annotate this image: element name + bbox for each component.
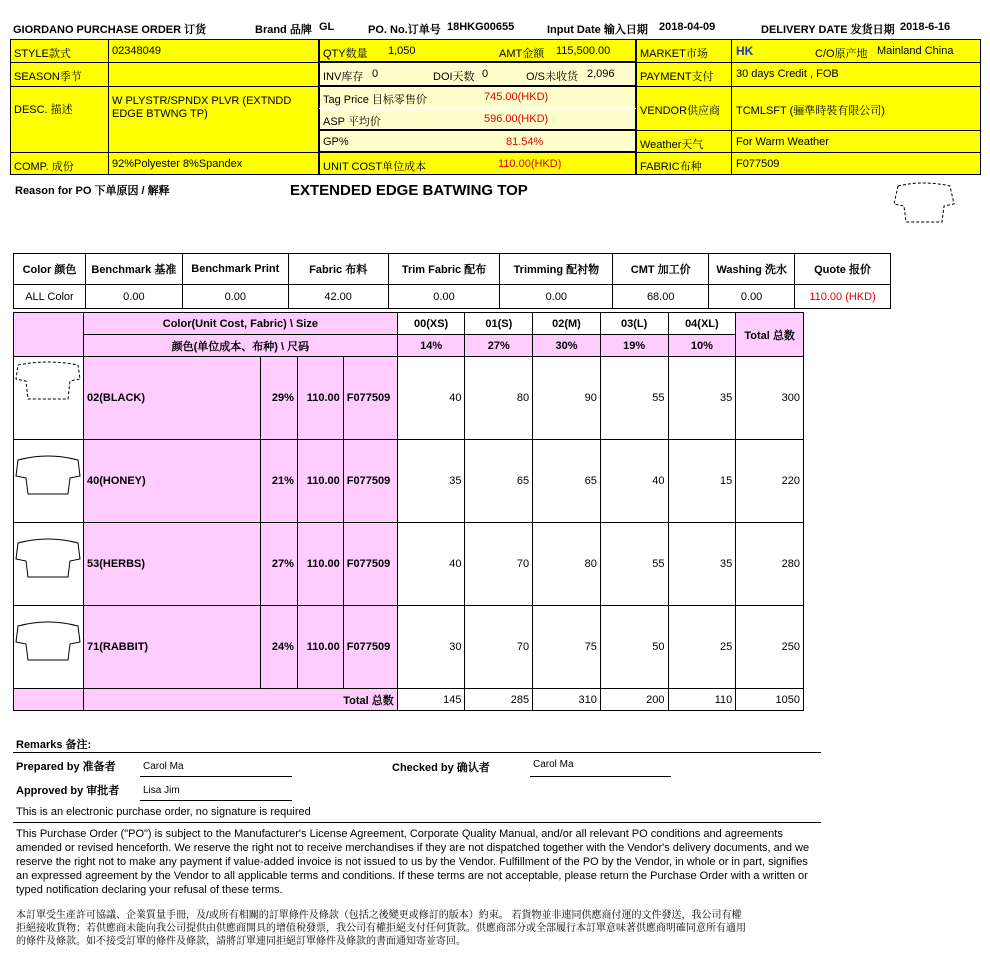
approved-by-label: Approved by 审批者 xyxy=(16,785,120,797)
qty-cell: 55 xyxy=(600,523,668,606)
qty-cell: 50 xyxy=(600,606,668,689)
garment-sketch-icon xyxy=(892,178,956,226)
electronic-note: This is an electronic purchase order, no signature is required xyxy=(16,806,311,818)
size-matrix-table xyxy=(13,312,804,711)
size-total: 285 xyxy=(465,689,533,711)
market-label: MARKET市场 xyxy=(640,48,708,60)
terms-line: 拒絕接收貨物；若供應商未能向我公司提供由供應商開具的增值稅發票，我公司有權拒絕支付任何貨款。供應商部分或全部履行本訂單意味著供應商明確同意所有適用 xyxy=(16,923,746,934)
cost-header: Fabric 布料 xyxy=(288,254,388,285)
remarks-label: Remarks 备注: xyxy=(16,739,92,751)
qty-cell: 35 xyxy=(668,523,736,606)
origin-value: Mainland China xyxy=(877,45,954,57)
terms-english xyxy=(16,827,821,897)
cost-cell: 0.00 xyxy=(709,285,795,309)
cost-cell: 0.00 xyxy=(500,285,613,309)
amt-label: AMT金额 xyxy=(499,48,545,60)
color-cost: 110.00 xyxy=(297,440,343,523)
color-sketch-cell xyxy=(14,606,84,689)
color-name: 02(BLACK) xyxy=(83,357,260,440)
top-sketch-icon xyxy=(14,523,82,579)
color-fabric: F077509 xyxy=(343,606,397,689)
qty-cell: 65 xyxy=(465,440,533,523)
qty-cell: 40 xyxy=(397,357,465,440)
comp-label: COMP. 成份 xyxy=(14,161,74,173)
fabric-value: F077509 xyxy=(736,158,780,170)
size-pct: 19% xyxy=(600,335,668,357)
qty-cell: 90 xyxy=(533,357,601,440)
qty-cell: 40 xyxy=(397,523,465,606)
payment-value: 30 days Credit , FOB xyxy=(736,68,839,80)
tag-price-value: 745.00(HKD) xyxy=(484,91,549,103)
color-pct: 27% xyxy=(260,523,297,606)
terms-chinese xyxy=(16,909,824,948)
qty-value: 1,050 xyxy=(388,45,416,57)
size-header: 02(M) xyxy=(533,313,601,335)
size-pct: 10% xyxy=(668,335,736,357)
tag-price-label: Tag Price 目标零售价 xyxy=(323,94,427,106)
quote-cell: 110.00 (HKD) xyxy=(795,285,891,309)
qty-cell: 80 xyxy=(465,357,533,440)
totals-label: Total 总数 xyxy=(83,689,397,711)
top-sketch-icon xyxy=(14,606,82,662)
weather-label: Weather天气 xyxy=(640,139,704,151)
gp-value: 81.54% xyxy=(506,136,544,148)
cost-cell: 42.00 xyxy=(288,285,388,309)
weather-value: For Warm Weather xyxy=(736,136,829,148)
color-sketch-cell xyxy=(14,357,84,440)
matrix-header-en: Color(Unit Cost, Fabric) \ Size xyxy=(83,313,397,335)
terms-line: an expressed agreement by the Vendor to all applicable terms and conditions. If these terms are not acceptable, please return the Purchase Order with a written or xyxy=(16,870,808,882)
row-total: 300 xyxy=(736,357,804,440)
prepared-by-value: Carol Ma xyxy=(143,761,184,772)
qty-cell: 15 xyxy=(668,440,736,523)
delivery-date-label: DELIVERY DATE 发货日期 xyxy=(761,24,895,36)
table-row xyxy=(14,357,804,440)
po-number-value: 18HKG00655 xyxy=(447,21,515,33)
inv-label: INV库存 xyxy=(323,71,364,83)
vendor-label: VENDOR供应商 xyxy=(640,105,721,117)
cost-header: Benchmark Print xyxy=(182,254,288,285)
cost-header: Trim Fabric 配布 xyxy=(388,254,500,285)
approved-by-value: Lisa Jim xyxy=(143,785,180,796)
qty-cell: 70 xyxy=(465,523,533,606)
size-pct: 14% xyxy=(397,335,465,357)
brand-label: Brand 品牌 xyxy=(255,24,312,36)
size-header: 00(XS) xyxy=(397,313,465,335)
brand-value: GL xyxy=(319,21,335,33)
qty-cell: 35 xyxy=(397,440,465,523)
input-date-value: 2018-04-09 xyxy=(659,21,716,33)
qty-cell: 70 xyxy=(465,606,533,689)
totals-blank-cell xyxy=(14,689,84,711)
cost-header: Quote 报价 xyxy=(795,254,891,285)
size-pct: 30% xyxy=(533,335,601,357)
amt-value: 115,500.00 xyxy=(556,45,611,57)
size-total: 200 xyxy=(600,689,668,711)
color-fabric: F077509 xyxy=(343,357,397,440)
color-cost: 110.00 xyxy=(297,523,343,606)
fabric-label: FABRIC布种 xyxy=(640,161,702,173)
color-pct: 24% xyxy=(260,606,297,689)
color-sketch-cell xyxy=(14,440,84,523)
top-sketch-icon xyxy=(14,440,82,496)
color-sketch-cell xyxy=(14,523,84,606)
cost-header: Trimming 配衬物 xyxy=(500,254,613,285)
cost-header: Washing 洗水 xyxy=(709,254,795,285)
row-total: 280 xyxy=(736,523,804,606)
color-fabric: F077509 xyxy=(343,440,397,523)
cost-cell: 0.00 xyxy=(388,285,500,309)
color-pct: 29% xyxy=(260,357,297,440)
color-name: 53(HERBS) xyxy=(83,523,260,606)
market-value: HK xyxy=(736,44,754,58)
qty-cell: 35 xyxy=(668,357,736,440)
row-total: 220 xyxy=(736,440,804,523)
season-label: SEASON季节 xyxy=(14,71,82,83)
row-total: 250 xyxy=(736,606,804,689)
matrix-header-cn: 颜色(单位成本、布种) \ 尺码 xyxy=(83,335,397,357)
vendor-value: TCMLSFT (骊準時裝有限公司) xyxy=(736,105,885,117)
qty-cell: 40 xyxy=(600,440,668,523)
style-value: 02348049 xyxy=(112,45,161,57)
top-sketch-icon xyxy=(14,357,82,405)
terms-line: typed notification declaring your refusal of these terms. xyxy=(16,884,283,896)
qty-cell: 25 xyxy=(668,606,736,689)
size-total: 310 xyxy=(533,689,601,711)
style-label: STYLE款式 xyxy=(14,48,71,60)
terms-line: amended or revised henceforth. We reserve the right not to receive merchandises if they are not dispatched together with the Vendor's delivery documents, and we xyxy=(16,842,810,854)
prepared-by-label: Prepared by 准备者 xyxy=(16,761,116,773)
total-header: Total 总数 xyxy=(736,313,804,357)
origin-label: C/O原产地 xyxy=(815,48,868,60)
os-label: O/S未收货 xyxy=(526,71,578,83)
terms-line: 的條件及條款。如不接受訂單的條件及條款，請將訂單連同拒絕訂單條件及條款的書面通知寄並寄回。 xyxy=(16,936,466,947)
product-title: EXTENDED EDGE BATWING TOP xyxy=(290,182,528,199)
asp-value: 596.00(HKD) xyxy=(484,113,549,125)
totals-row xyxy=(14,689,804,711)
table-row xyxy=(14,606,804,689)
size-total: 110 xyxy=(668,689,736,711)
color-pct: 21% xyxy=(260,440,297,523)
unit-cost-value: 110.00(HKD) xyxy=(498,158,562,170)
desc-value-line2: EDGE BTWNG TP) xyxy=(112,108,208,120)
size-total: 145 xyxy=(397,689,465,711)
desc-label: DESC. 描述 xyxy=(14,104,73,116)
cost-cell: ALL Color xyxy=(14,285,86,309)
cost-header: CMT 加工价 xyxy=(613,254,709,285)
cost-cell: 0.00 xyxy=(85,285,182,309)
checked-by-label: Checked by 确认者 xyxy=(392,762,490,774)
delivery-date-value: 2018-6-16 xyxy=(900,21,951,33)
cost-header: Benchmark 基准 xyxy=(85,254,182,285)
po-number-label: PO. No.订单号 xyxy=(368,24,441,36)
po-title: GIORDANO PURCHASE ORDER 订货 xyxy=(13,24,207,36)
qty-cell: 30 xyxy=(397,606,465,689)
cost-header: Color 颜色 xyxy=(14,254,86,285)
inv-value: 0 xyxy=(372,68,379,80)
terms-line: reserve the right not to make any payment if value-added invoice is not issued to us by the Vendor. Fulfillment of the PO by the Vendor, in whole or in part, signifies xyxy=(16,856,808,868)
size-header: 03(L) xyxy=(600,313,668,335)
asp-label: ASP 平均价 xyxy=(323,116,381,128)
reason-label: Reason for PO 下单原因 / 解释 xyxy=(15,185,170,197)
terms-line: This Purchase Order ("PO") is subject to the Manufacturer's License Agreement, Corporate Quality Manual, and/or all relevant PO conditions and agreements xyxy=(16,828,783,840)
size-header: 01(S) xyxy=(465,313,533,335)
cost-cell: 68.00 xyxy=(613,285,709,309)
doi-value: 0 xyxy=(482,68,489,80)
qty-cell: 55 xyxy=(600,357,668,440)
size-header: 04(XL) xyxy=(668,313,736,335)
qty-label: QTY数量 xyxy=(323,48,368,60)
input-date-label: Input Date 输入日期 xyxy=(547,24,648,36)
qty-cell: 80 xyxy=(533,523,601,606)
info-mid-row4 xyxy=(319,130,636,152)
gp-label: GP% xyxy=(323,136,349,148)
table-row xyxy=(14,440,804,523)
comp-value: 92%Polyester 8%Spandex xyxy=(112,158,243,170)
grand-total: 1050 xyxy=(736,689,804,711)
cost-cell: 0.00 xyxy=(182,285,288,309)
qty-cell: 75 xyxy=(533,606,601,689)
payment-label: PAYMENT支付 xyxy=(640,71,714,83)
desc-value-line1: W PLYSTR/SPNDX PLVR (EXTNDD xyxy=(112,95,292,107)
size-pct: 27% xyxy=(465,335,533,357)
color-fabric: F077509 xyxy=(343,523,397,606)
checked-by-value: Carol Ma xyxy=(533,759,574,770)
cost-table xyxy=(13,253,891,309)
color-cost: 110.00 xyxy=(297,357,343,440)
unit-cost-label: UNIT COST单位成本 xyxy=(323,161,427,173)
color-name: 40(HONEY) xyxy=(83,440,260,523)
qty-cell: 65 xyxy=(533,440,601,523)
sketch-header-cell xyxy=(14,313,84,357)
table-row xyxy=(14,523,804,606)
os-value: 2,096 xyxy=(587,68,615,80)
doi-label: DOI天数 xyxy=(433,71,475,83)
terms-line: 本訂單受生產許可協議、企業質量手冊，及/或所有相關的訂單條件及條款（包括之後變更或修訂的版本）約束。 若貨物並非連同供應商付運的文件發送，我公司有權 xyxy=(16,910,742,921)
color-cost: 110.00 xyxy=(297,606,343,689)
color-name: 71(RABBIT) xyxy=(83,606,260,689)
